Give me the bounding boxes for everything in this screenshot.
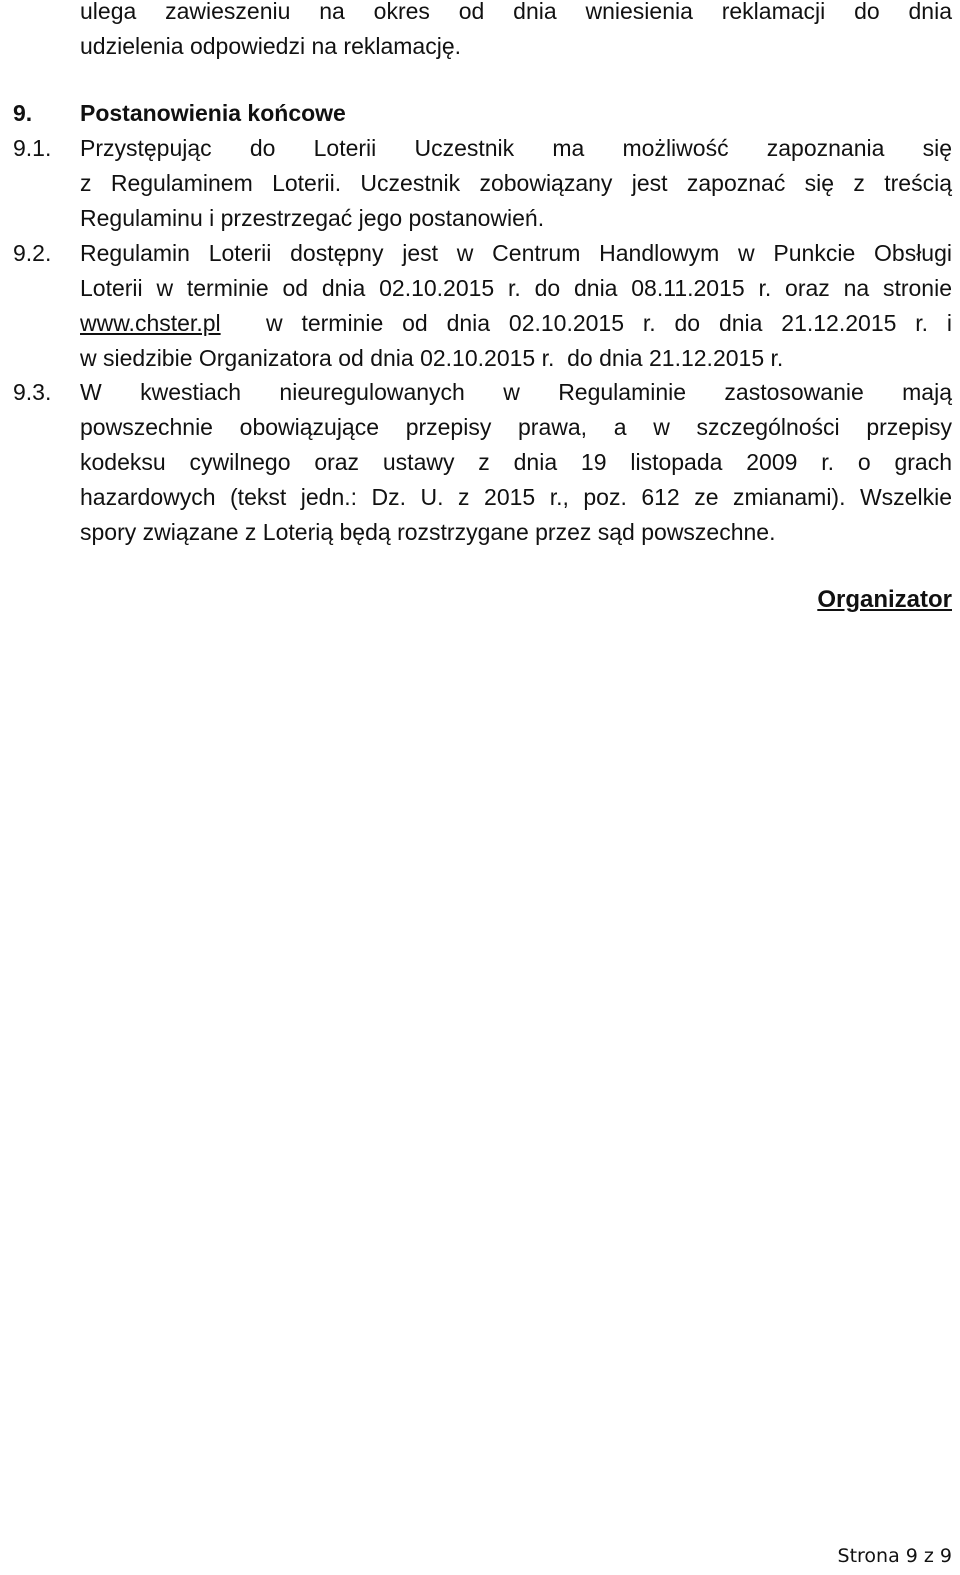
paragraph-9-3-number: 9.3. [13,379,52,405]
intro-line-2: udzielenia odpowiedzi na reklamację. [80,33,462,59]
paragraph-9-1-line-3: Regulaminu i przestrzegać jego postanowień. [80,205,545,231]
paragraph-9-2-line-2: Loterii w terminie od dnia 02.10.2015 r. do dnia 08.11.2015 r. oraz na stronie [80,275,952,301]
section-title: Postanowienia końcowe [80,100,346,126]
section-number: 9. [13,100,33,126]
paragraph-9-2-line-4: w siedzibie Organizatora od dnia 02.10.2015 r. do dnia 21.12.2015 r. [80,345,784,371]
organizer-signature: Organizator [817,586,952,613]
paragraph-9-2-number: 9.2. [13,240,52,266]
intro-line-1: ulega zawieszeniu na okres od dnia wniesienia reklamacji do dnia [80,0,952,24]
paragraph-9-3-line-2: powszechnie obowiązujące przepisy prawa, a w szczególności przepisy [80,414,952,440]
paragraph-9-1-line-2: z Regulaminem Loterii. Uczestnik zobowiązany jest zapoznać się z treścią [80,170,952,196]
paragraph-9-3-line-3: kodeksu cywilnego oraz ustawy z dnia 19 listopada 2009 r. o grach [80,449,952,475]
paragraph-9-1-line-1: Przystępując do Loterii Uczestnik ma możliwość zapoznania się [80,135,952,161]
paragraph-9-3-line-5: spory związane z Loterią będą rozstrzygane przez sąd powszechne. [80,519,776,545]
paragraph-9-3-line-1: W kwestiach nieuregulowanych w Regulaminie zastosowanie mają [80,379,952,405]
paragraph-9-3-line-4: hazardowych (tekst jedn.: Dz. U. z 2015 r., poz. 612 ze zmianami). Wszelkie [80,484,952,510]
page-number-footer: Strona 9 z 9 [837,1545,952,1567]
paragraph-9-2-line-1: Regulamin Loterii dostępny jest w Centrum Handlowym w Punkcie Obsługi [80,240,952,266]
paragraph-9-2-line-3: w terminie od dnia 02.10.2015 r. do dnia 21.12.2015 r. i [266,310,952,336]
website-link[interactable]: www.chster.pl [80,310,221,336]
paragraph-9-1-number: 9.1. [13,135,52,161]
